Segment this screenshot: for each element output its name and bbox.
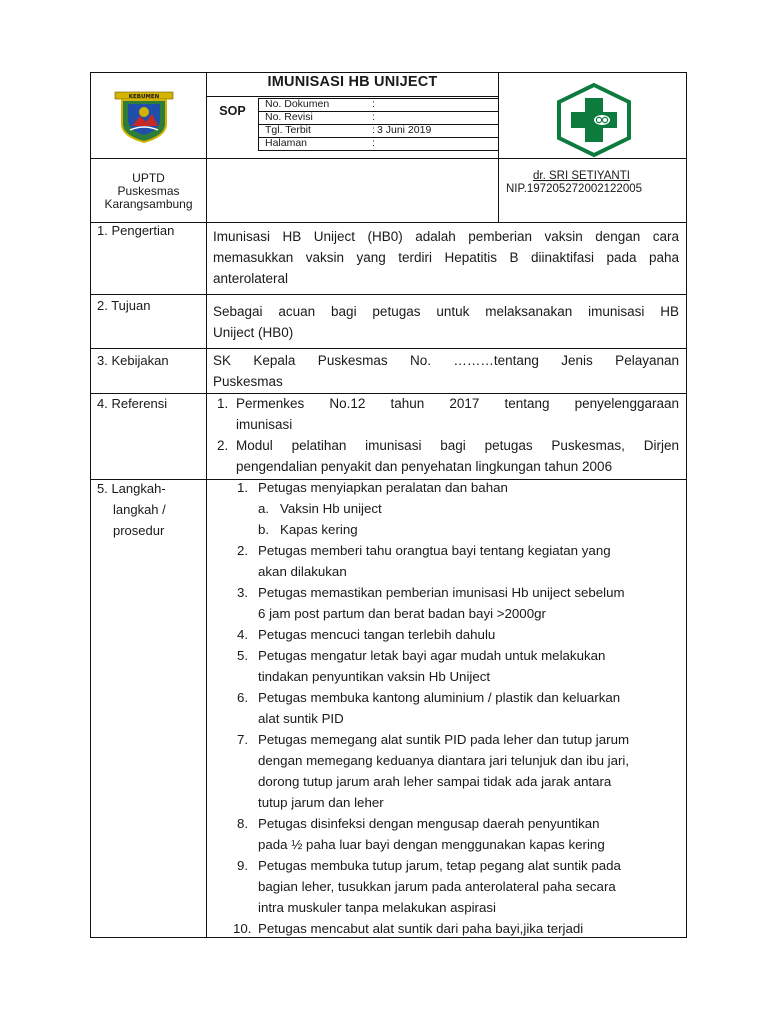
step-8-line-2: pada ½ paha luar bayi dengan menggunakan kapas kering bbox=[258, 837, 605, 852]
org-line-puskesmas: Puskesmas bbox=[117, 184, 180, 198]
step-7-num: 7. bbox=[237, 732, 249, 747]
step-1-sub-b-text: Kapas kering bbox=[280, 522, 358, 537]
step-5-line-2: tindakan penyuntikan vaksin Hb Uniject bbox=[258, 669, 491, 684]
tujuan-line-2: Uniject (HB0) bbox=[213, 325, 294, 340]
org-line-karangsambung: Karangsambung bbox=[104, 197, 193, 211]
step-4-line-1: Petugas mencuci tangan terlebih dahulu bbox=[258, 627, 496, 642]
section-label-langkah-1: 5. Langkah- bbox=[97, 481, 166, 496]
step-10-num: 10. bbox=[233, 921, 252, 936]
sop-label: SOP bbox=[219, 104, 246, 118]
meta-key-dokumen: No. Dokumen bbox=[265, 98, 330, 110]
row-divider-kebijakan bbox=[91, 348, 687, 349]
step-3-num: 3. bbox=[237, 585, 249, 600]
step-1-sub-a-text: Vaksin Hb uniject bbox=[280, 501, 382, 516]
step-1-num: 1. bbox=[237, 480, 249, 495]
label-column-divider bbox=[206, 72, 207, 938]
step-8-num: 8. bbox=[237, 816, 249, 831]
meta-sep-terbit: : bbox=[372, 124, 375, 136]
section-label-referensi: 4. Referensi bbox=[97, 396, 168, 411]
step-6-num: 6. bbox=[237, 690, 249, 705]
meta-sep-revisi: : bbox=[372, 111, 375, 123]
referensi-1-line-1: Permenkes No.12 tahun 2017 tentang penyelenggaraan bbox=[236, 396, 679, 411]
crest-banner-text: KEBUMEN bbox=[128, 94, 160, 100]
table-border-bottom bbox=[91, 937, 687, 938]
referensi-num-1: 1. bbox=[217, 396, 229, 411]
tujuan-line-1: Sebagai acuan bagi petugas untuk melaksanakan imunisasi HB bbox=[213, 304, 679, 319]
meta-sep-halaman: : bbox=[372, 137, 375, 149]
section-label-langkah-2: langkah / bbox=[113, 502, 166, 517]
puskesmas-cross-logo-icon bbox=[554, 82, 634, 158]
pengertian-line-3: anterolateral bbox=[213, 271, 289, 286]
step-7-line-2: dengan memegang keduanya diantara jari telunjuk dan ibu jari, bbox=[258, 753, 630, 768]
section-label-kebijakan: 3. Kebijakan bbox=[97, 353, 169, 368]
step-5-num: 5. bbox=[237, 648, 249, 663]
step-4-num: 4. bbox=[237, 627, 249, 642]
step-1-line-1: Petugas menyiapkan peralatan dan bahan bbox=[258, 480, 508, 495]
step-2-num: 2. bbox=[237, 543, 249, 558]
meta-key-halaman: Halaman bbox=[265, 137, 308, 149]
meta-key-revisi: No. Revisi bbox=[265, 111, 313, 123]
signatory-name: dr. SRI SETIYANTI bbox=[533, 170, 630, 182]
regency-crest-icon bbox=[112, 90, 176, 144]
section-label-pengertian: 1. Pengertian bbox=[97, 223, 175, 238]
step-3-line-2: 6 jam post partum dan berat badan bayi >2000gr bbox=[258, 606, 546, 621]
step-9-line-3: intra muskuler tanpa melakukan aspirasi bbox=[258, 900, 496, 915]
row-divider-referensi bbox=[91, 393, 687, 394]
document-title: IMUNISASI HB UNIJECT bbox=[267, 74, 438, 90]
step-7-line-4: tutup jarum dan leher bbox=[258, 795, 384, 810]
org-row-divider bbox=[91, 222, 687, 223]
table-border-top bbox=[91, 72, 687, 73]
step-5-line-1: Petugas mengatur letak bayi agar mudah untuk melakukan bbox=[258, 648, 606, 663]
step-7-line-1: Petugas memegang alat suntik PID pada leher dan tutup jarum bbox=[258, 732, 630, 747]
pengertian-line-1: Imunisasi HB Uniject (HB0) adalah pemberian vaksin dengan cara bbox=[213, 229, 679, 244]
step-1-sub-b-num: b. bbox=[258, 522, 270, 537]
row-divider-tujuan bbox=[91, 294, 687, 295]
header-right-divider bbox=[498, 72, 499, 223]
step-1-sub-a-num: a. bbox=[258, 501, 270, 516]
table-border-right bbox=[686, 72, 687, 938]
meta-key-terbit: Tgl. Terbit bbox=[265, 124, 311, 136]
org-line-uptd: UPTD bbox=[132, 171, 165, 185]
referensi-1-line-2: imunisasi bbox=[236, 417, 293, 432]
section-label-langkah-3: prosedur bbox=[113, 523, 165, 538]
step-7-line-3: dorong tutup jarum arah leher sampai tidak ada jarak antara bbox=[258, 774, 612, 789]
section-label-tujuan: 2. Tujuan bbox=[97, 298, 151, 313]
header-divider bbox=[91, 158, 687, 159]
step-8-line-1: Petugas disinfeksi dengan mengusap daerah penyuntikan bbox=[258, 816, 600, 831]
meta-line-5 bbox=[258, 150, 498, 151]
step-2-line-1: Petugas memberi tahu orangtua bayi tentang kegiatan yang bbox=[258, 543, 611, 558]
step-6-line-2: alat suntik PID bbox=[258, 711, 344, 726]
pengertian-line-2: memasukkan vaksin yang terdiri Hepatitis B diinaktifasi pada paha bbox=[213, 250, 679, 265]
step-9-line-1: Petugas membuka tutup jarum, tetap pegang alat suntik pada bbox=[258, 858, 621, 873]
signatory-nip: NIP.197205272002122005 bbox=[506, 183, 643, 195]
referensi-2-line-2: pengendalian penyakit dan penyehatan lingkungan tahun 2006 bbox=[236, 459, 613, 474]
step-2-line-2: akan dilakukan bbox=[258, 564, 347, 579]
title-underline bbox=[206, 96, 498, 97]
step-9-num: 9. bbox=[237, 858, 249, 873]
meta-value-terbit: 3 Juni 2019 bbox=[377, 124, 432, 136]
step-3-line-1: Petugas memastikan pemberian imunisasi Hb uniject sebelum bbox=[258, 585, 625, 600]
step-9-line-2: bagian leher, tusukkan jarum pada anterolateral paha secara bbox=[258, 879, 616, 894]
meta-sep-dokumen: : bbox=[372, 98, 375, 110]
referensi-2-line-1: Modul pelatihan imunisasi bagi petugas Puskesmas, Dirjen bbox=[236, 438, 679, 453]
step-6-line-1: Petugas membuka kantong aluminium / plastik dan keluarkan bbox=[258, 690, 621, 705]
step-10-line-1: Petugas mencabut alat suntik dari paha bayi,jika terjadi bbox=[258, 921, 584, 936]
kebijakan-line-1: SK Kepala Puskesmas No. ………tentang Jenis Pelayanan bbox=[213, 353, 679, 368]
kebijakan-line-2: Puskesmas bbox=[213, 374, 283, 389]
referensi-num-2: 2. bbox=[217, 438, 229, 453]
table-border-left bbox=[90, 72, 91, 938]
